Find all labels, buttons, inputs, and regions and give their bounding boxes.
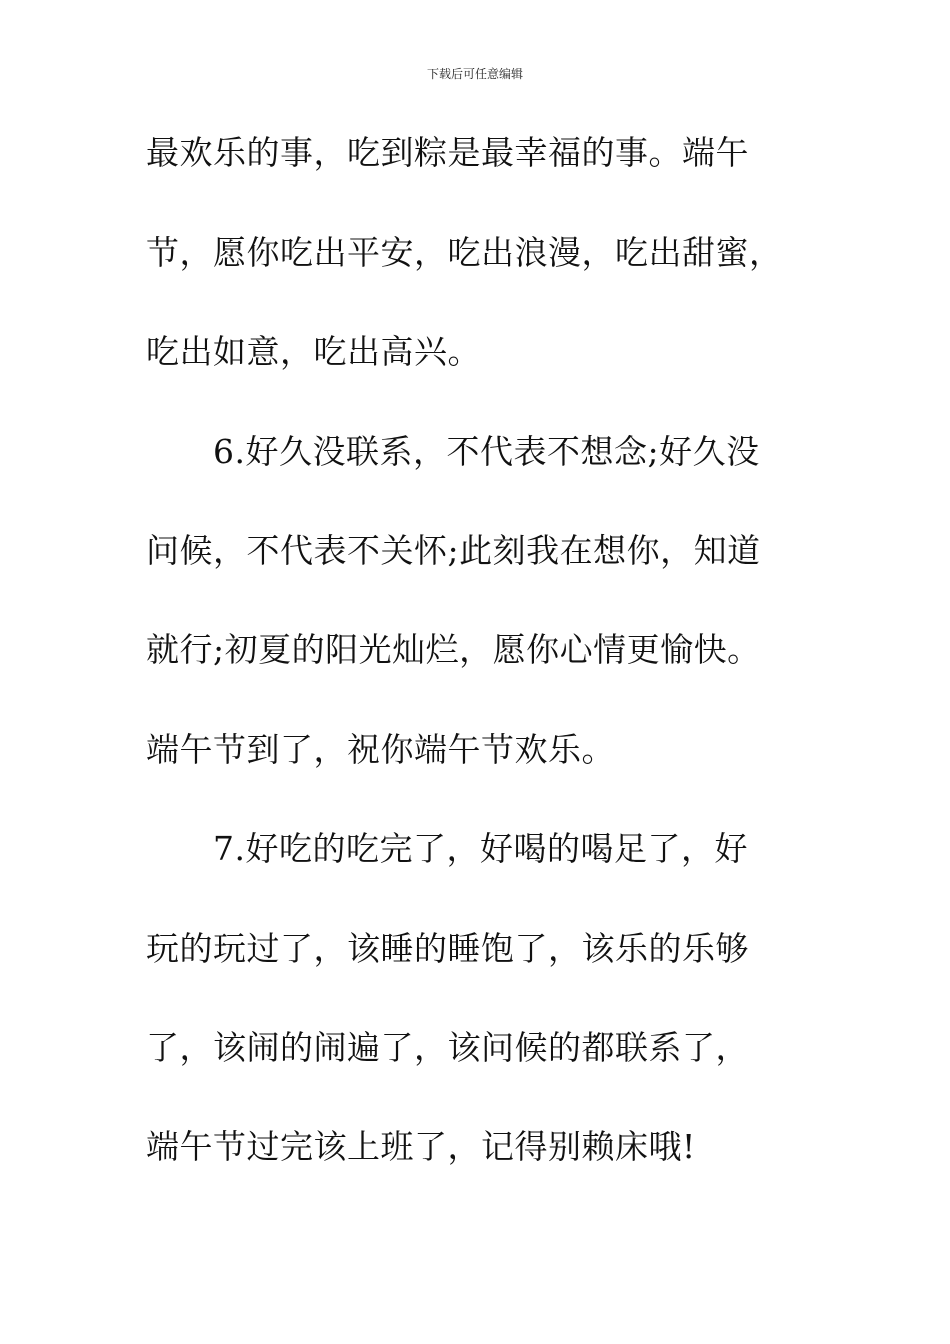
text-line-2: 节，愿你吃出平安，吃出浪漫，吃出甜蜜， — [146, 233, 783, 272]
text-line-9: 玩的玩过了，该睡的睡饱了，该乐的乐够 — [146, 929, 749, 968]
text-line-3: 吃出如意，吃出高兴。 — [146, 332, 481, 371]
paragraph-7-first-line: 7.好吃的吃完了，好喝的喝足了，好 — [213, 829, 748, 868]
text-line-10: 了，该闹的闹遍了，该问候的都联系了， — [146, 1028, 749, 1067]
paragraph-6-first-line: 6.好久没联系，不代表不想念;好久没 — [213, 432, 760, 471]
text-line-6: 就行;初夏的阳光灿烂，愿你心情更愉快。 — [146, 630, 761, 669]
text-line-1: 最欢乐的事，吃到粽是最幸福的事。端午 — [146, 133, 749, 172]
header-note: 下载后可任意编辑 — [426, 67, 523, 81]
text-line-11: 端午节过完该上班了，记得别赖床哦! — [146, 1127, 696, 1166]
text-line-7: 端午节到了，祝你端午节欢乐。 — [146, 730, 615, 769]
text-line-5: 问候，不代表不关怀;此刻我在想你，知道 — [146, 531, 761, 570]
